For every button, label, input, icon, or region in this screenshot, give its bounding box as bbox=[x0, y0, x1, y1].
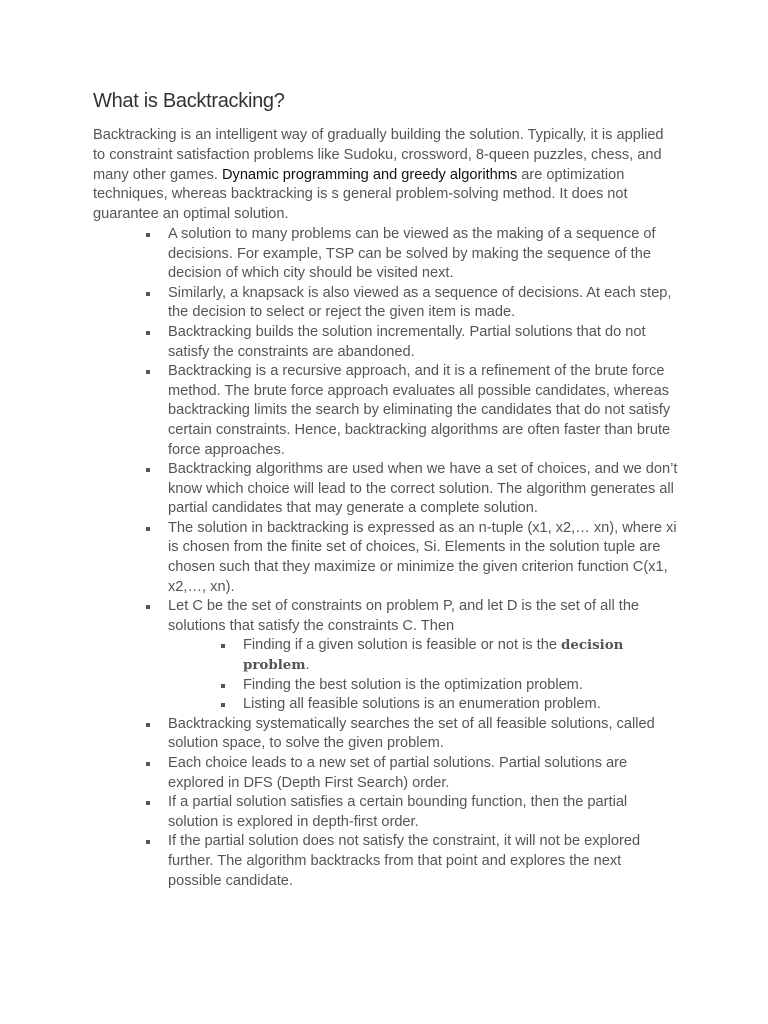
list-item-text: Let C be the set of constraints on problem P, and let D is the set of all the solutions that satisfy the constraints C. Then bbox=[168, 598, 640, 634]
problem-types-list bbox=[220, 636, 678, 714]
list-item: The solution in backtracking is expressed as an n-tuple (x1, x2,… xn), where xi is chosen from the finite set of choices, Si. Elements in the solution tuple are chosen such that they maximize or minimize the given criterion function C(x1, x2,…, xn). bbox=[145, 519, 678, 597]
dp-greedy-link[interactable]: Dynamic programming and greedy algorithms bbox=[221, 166, 518, 183]
sub-item-suffix: . bbox=[305, 657, 310, 674]
list-item: A solution to many problems can be viewed as the making of a sequence of decisions. For example, TSP can be solved by making the sequence of the decision of which city should be visited next. bbox=[145, 225, 678, 284]
list-item: Backtracking systematically searches the set of all feasible solutions, called solution space, to solve the given problem. bbox=[145, 715, 678, 754]
list-item: Backtracking is a recursive approach, and it is a refinement of the brute force method. The brute force approach evaluates all possible candidates, whereas backtracking limits the search by eliminating the candidates that do not satisfy certain constraints. Hence, backtracking algorithms are often faster than brute force approaches. bbox=[145, 362, 678, 460]
intro-text-start: Backtracking is an intelligent way of gradually building the solution. Typically, it is applied to constraint satisfaction problems like Sudoku, crossword, 8-queen puzzles, chess, and many other games. bbox=[93, 127, 664, 183]
list-item: If the partial solution does not satisfy the constraint, it will not be explored further. The algorithm backtracks from that point and explores the next possible candidate. bbox=[145, 832, 678, 891]
list-item: Backtracking algorithms are used when we have a set of choices, and we don’t know which choice will lead to the correct solution. The algorithm generates all partial candidates that may generate a complete solution. bbox=[145, 460, 678, 519]
decision-problem-term: decision problem bbox=[243, 637, 624, 674]
sub-list-item-enumeration: Listing all feasible solutions is an enumeration problem. bbox=[220, 695, 678, 715]
list-item: Backtracking builds the solution incrementally. Partial solutions that do not satisfy the constraints are abandoned. bbox=[145, 323, 678, 362]
list-item: Similarly, a knapsack is also viewed as a sequence of decisions. At each step, the decision to select or reject the given item is made. bbox=[145, 284, 678, 323]
list-item: Each choice leads to a new set of partial solutions. Partial solutions are explored in DFS (Depth First Search) order. bbox=[145, 754, 678, 793]
intro-text-end: are optimization techniques, whereas backtracking is s general problem-solving method. It does not guarantee an optimal solution. bbox=[93, 166, 628, 223]
sub-item-text: Finding if a given solution is feasible or not is the bbox=[243, 637, 561, 654]
list-item-constraints bbox=[145, 597, 678, 715]
article bbox=[93, 88, 678, 891]
list-item: If a partial solution satisfies a certain bounding function, then the partial solution is explored in depth-first order. bbox=[145, 793, 678, 832]
intro-paragraph bbox=[93, 126, 678, 225]
article-title: What is Backtracking? bbox=[93, 90, 285, 112]
backtracking-points-list bbox=[145, 225, 678, 891]
sub-list-item-optimization: Finding the best solution is the optimization problem. bbox=[220, 676, 678, 696]
sub-list-item-decision bbox=[220, 636, 678, 675]
